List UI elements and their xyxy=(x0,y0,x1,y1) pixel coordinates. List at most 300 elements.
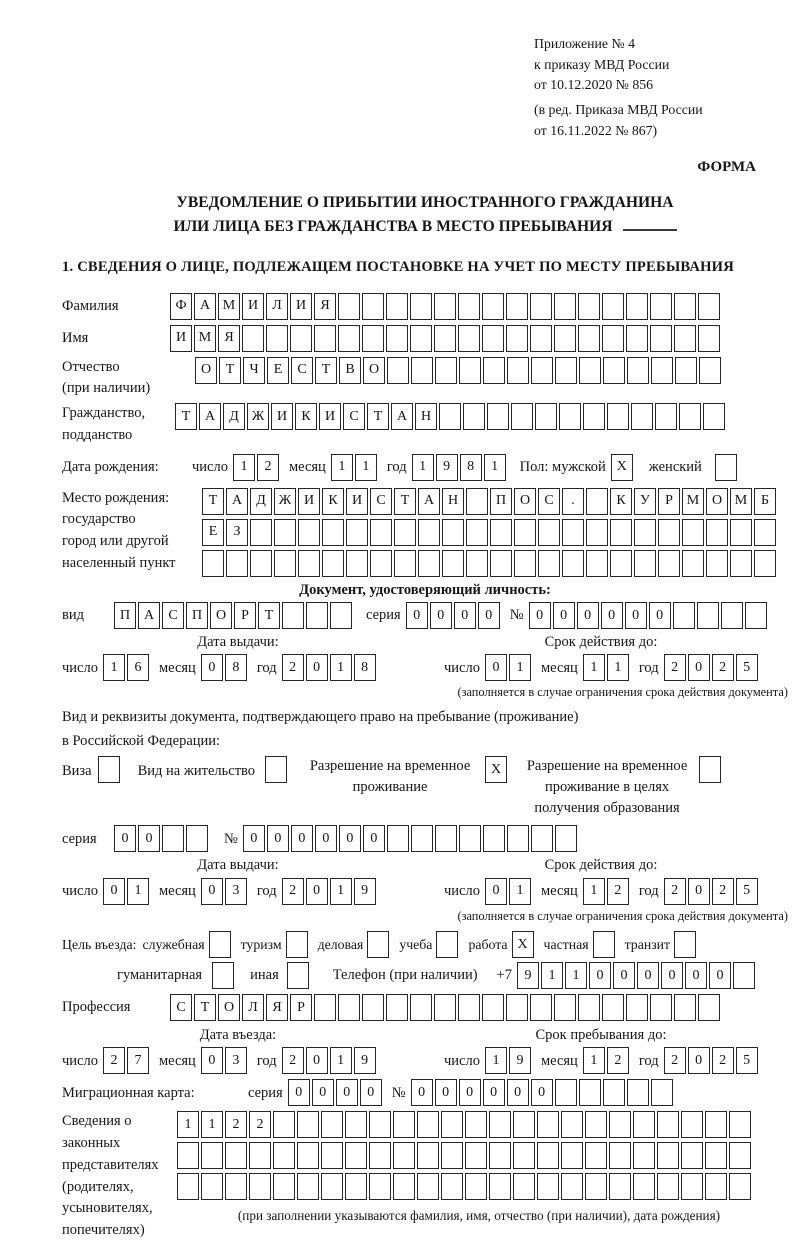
char-cell[interactable]: 1 xyxy=(607,654,629,681)
char-cell[interactable]: 0 xyxy=(138,825,160,852)
char-cell[interactable] xyxy=(370,519,392,546)
char-cell[interactable] xyxy=(442,519,464,546)
char-cell[interactable] xyxy=(675,357,697,384)
char-cell[interactable] xyxy=(657,1142,679,1169)
char-cell[interactable]: Б xyxy=(754,488,776,515)
char-cell[interactable] xyxy=(370,550,392,577)
char-cell[interactable] xyxy=(530,325,552,352)
char-cell[interactable]: 2 xyxy=(712,654,734,681)
char-cell[interactable]: 0 xyxy=(507,1079,529,1106)
char-cell[interactable]: 2 xyxy=(664,654,686,681)
char-cell[interactable] xyxy=(729,1142,751,1169)
char-cell[interactable]: Т xyxy=(315,357,337,384)
char-cell[interactable]: 0 xyxy=(459,1079,481,1106)
char-cell[interactable]: М xyxy=(682,488,704,515)
char-cell[interactable]: 0 xyxy=(661,962,683,989)
char-cell[interactable]: 0 xyxy=(485,654,507,681)
char-cell[interactable] xyxy=(273,1142,295,1169)
char-cell[interactable] xyxy=(538,550,560,577)
char-cell[interactable] xyxy=(681,1111,703,1138)
char-cell[interactable]: П xyxy=(114,602,136,629)
char-cell[interactable] xyxy=(682,519,704,546)
char-cell[interactable] xyxy=(681,1173,703,1200)
char-cell[interactable] xyxy=(585,1142,607,1169)
char-cell[interactable] xyxy=(338,994,360,1021)
char-cell[interactable]: Ж xyxy=(274,488,296,515)
char-cell[interactable]: 9 xyxy=(517,962,539,989)
residence-issue-year-cells[interactable] xyxy=(282,878,376,905)
birth-month-cells[interactable] xyxy=(331,454,377,481)
char-cell[interactable]: Р xyxy=(290,994,312,1021)
identity-issue-year-cells[interactable] xyxy=(282,654,376,681)
char-cell[interactable]: А xyxy=(418,488,440,515)
char-cell[interactable]: 0 xyxy=(454,602,476,629)
char-cell[interactable] xyxy=(393,1173,415,1200)
char-cell[interactable]: 5 xyxy=(736,654,758,681)
char-cell[interactable]: 1 xyxy=(485,1047,507,1074)
char-cell[interactable]: 3 xyxy=(225,878,247,905)
char-cell[interactable] xyxy=(554,325,576,352)
birth-day-cells[interactable] xyxy=(233,454,279,481)
char-cell[interactable]: И xyxy=(170,325,192,352)
char-cell[interactable] xyxy=(530,293,552,320)
char-cell[interactable] xyxy=(369,1173,391,1200)
char-cell[interactable]: 1 xyxy=(509,654,531,681)
char-cell[interactable] xyxy=(706,519,728,546)
char-cell[interactable]: С xyxy=(538,488,560,515)
char-cell[interactable] xyxy=(489,1142,511,1169)
char-cell[interactable] xyxy=(535,403,557,430)
char-cell[interactable] xyxy=(603,357,625,384)
char-cell[interactable]: 2 xyxy=(712,878,734,905)
gender-female-checkbox[interactable] xyxy=(715,454,737,481)
char-cell[interactable] xyxy=(699,756,721,783)
char-cell[interactable]: 0 xyxy=(435,1079,457,1106)
char-cell[interactable]: 0 xyxy=(201,878,223,905)
char-cell[interactable]: 3 xyxy=(225,1047,247,1074)
char-cell[interactable]: 2 xyxy=(607,1047,629,1074)
char-cell[interactable]: 5 xyxy=(736,1047,758,1074)
char-cell[interactable]: С xyxy=(170,994,192,1021)
residence-permit-checkbox[interactable] xyxy=(265,756,287,783)
char-cell[interactable]: 1 xyxy=(330,1047,352,1074)
char-cell[interactable]: 1 xyxy=(583,1047,605,1074)
char-cell[interactable]: С xyxy=(370,488,392,515)
identity-number-cells[interactable] xyxy=(529,602,767,629)
char-cell[interactable] xyxy=(212,962,234,989)
char-cell[interactable] xyxy=(463,403,485,430)
char-cell[interactable] xyxy=(186,825,208,852)
char-cell[interactable] xyxy=(177,1142,199,1169)
char-cell[interactable] xyxy=(394,550,416,577)
char-cell[interactable]: 0 xyxy=(485,878,507,905)
char-cell[interactable] xyxy=(162,825,184,852)
char-cell[interactable]: 2 xyxy=(282,654,304,681)
char-cell[interactable] xyxy=(369,1111,391,1138)
char-cell[interactable]: Л xyxy=(242,994,264,1021)
char-cell[interactable]: Т xyxy=(219,357,241,384)
char-cell[interactable]: 0 xyxy=(411,1079,433,1106)
char-cell[interactable]: А xyxy=(194,293,216,320)
char-cell[interactable] xyxy=(729,1173,751,1200)
char-cell[interactable] xyxy=(394,519,416,546)
char-cell[interactable]: В xyxy=(339,357,361,384)
char-cell[interactable]: 2 xyxy=(225,1111,247,1138)
char-cell[interactable] xyxy=(555,1079,577,1106)
char-cell[interactable] xyxy=(489,1111,511,1138)
char-cell[interactable] xyxy=(506,293,528,320)
char-cell[interactable]: 0 xyxy=(688,1047,710,1074)
char-cell[interactable] xyxy=(393,1111,415,1138)
char-cell[interactable] xyxy=(626,293,648,320)
char-cell[interactable] xyxy=(698,293,720,320)
residence-number-cells[interactable] xyxy=(243,825,577,852)
char-cell[interactable]: 0 xyxy=(529,602,551,629)
char-cell[interactable] xyxy=(650,325,672,352)
char-cell[interactable] xyxy=(435,825,457,852)
char-cell[interactable]: М xyxy=(194,325,216,352)
char-cell[interactable]: Е xyxy=(267,357,289,384)
char-cell[interactable]: К xyxy=(610,488,632,515)
char-cell[interactable] xyxy=(703,403,725,430)
char-cell[interactable]: 0 xyxy=(531,1079,553,1106)
char-cell[interactable]: 0 xyxy=(637,962,659,989)
char-cell[interactable]: Т xyxy=(367,403,389,430)
char-cell[interactable] xyxy=(466,488,488,515)
char-cell[interactable] xyxy=(561,1142,583,1169)
char-cell[interactable]: 9 xyxy=(354,1047,376,1074)
char-cell[interactable] xyxy=(458,325,480,352)
surname-cells[interactable] xyxy=(170,293,720,320)
char-cell[interactable]: Р xyxy=(234,602,256,629)
char-cell[interactable]: С xyxy=(291,357,313,384)
char-cell[interactable] xyxy=(674,931,696,958)
char-cell[interactable] xyxy=(282,602,304,629)
char-cell[interactable]: 0 xyxy=(315,825,337,852)
char-cell[interactable] xyxy=(674,325,696,352)
char-cell[interactable]: О xyxy=(363,357,385,384)
char-cell[interactable] xyxy=(559,403,581,430)
char-cell[interactable] xyxy=(729,1111,751,1138)
citizenship-cells[interactable] xyxy=(175,403,725,430)
char-cell[interactable] xyxy=(345,1142,367,1169)
char-cell[interactable]: 0 xyxy=(243,825,265,852)
char-cell[interactable] xyxy=(698,994,720,1021)
char-cell[interactable] xyxy=(225,1173,247,1200)
char-cell[interactable]: 0 xyxy=(306,878,328,905)
char-cell[interactable] xyxy=(754,550,776,577)
char-cell[interactable] xyxy=(715,454,737,481)
char-cell[interactable] xyxy=(511,403,533,430)
char-cell[interactable] xyxy=(482,325,504,352)
char-cell[interactable] xyxy=(610,550,632,577)
char-cell[interactable] xyxy=(338,325,360,352)
name-cells[interactable] xyxy=(170,325,720,352)
identity-valid-day-cells[interactable] xyxy=(485,654,531,681)
char-cell[interactable] xyxy=(411,357,433,384)
char-cell[interactable] xyxy=(733,962,755,989)
purpose-study-checkbox[interactable] xyxy=(436,931,458,958)
char-cell[interactable]: Ф xyxy=(170,293,192,320)
char-cell[interactable]: 9 xyxy=(354,878,376,905)
char-cell[interactable]: З xyxy=(226,519,248,546)
char-cell[interactable] xyxy=(287,962,309,989)
char-cell[interactable]: О xyxy=(210,602,232,629)
char-cell[interactable] xyxy=(514,550,536,577)
phone-cells[interactable] xyxy=(517,962,755,989)
char-cell[interactable] xyxy=(631,403,653,430)
char-cell[interactable] xyxy=(410,325,432,352)
char-cell[interactable]: 8 xyxy=(354,654,376,681)
char-cell[interactable]: С xyxy=(343,403,365,430)
char-cell[interactable]: 0 xyxy=(339,825,361,852)
char-cell[interactable] xyxy=(286,931,308,958)
char-cell[interactable] xyxy=(561,1173,583,1200)
char-cell[interactable]: 9 xyxy=(509,1047,531,1074)
char-cell[interactable] xyxy=(754,519,776,546)
char-cell[interactable]: Д xyxy=(223,403,245,430)
char-cell[interactable] xyxy=(418,550,440,577)
char-cell[interactable]: 1 xyxy=(127,878,149,905)
residence-valid-month-cells[interactable] xyxy=(583,878,629,905)
char-cell[interactable] xyxy=(578,994,600,1021)
char-cell[interactable] xyxy=(321,1173,343,1200)
char-cell[interactable] xyxy=(338,293,360,320)
char-cell[interactable] xyxy=(609,1173,631,1200)
char-cell[interactable]: О xyxy=(514,488,536,515)
char-cell[interactable] xyxy=(442,550,464,577)
char-cell[interactable]: 1 xyxy=(330,878,352,905)
char-cell[interactable]: 2 xyxy=(712,1047,734,1074)
identity-kind-cells[interactable] xyxy=(114,602,352,629)
char-cell[interactable]: 0 xyxy=(336,1079,358,1106)
char-cell[interactable] xyxy=(367,931,389,958)
char-cell[interactable] xyxy=(418,519,440,546)
stay-month-cells[interactable] xyxy=(583,1047,629,1074)
residence-issue-day-cells[interactable] xyxy=(103,878,149,905)
purpose-transit-checkbox[interactable] xyxy=(674,931,696,958)
char-cell[interactable]: 1 xyxy=(541,962,563,989)
char-cell[interactable] xyxy=(201,1173,223,1200)
identity-issue-day-cells[interactable] xyxy=(103,654,149,681)
temp-residence-education-checkbox[interactable] xyxy=(699,756,721,783)
char-cell[interactable] xyxy=(362,994,384,1021)
char-cell[interactable]: 0 xyxy=(483,1079,505,1106)
char-cell[interactable] xyxy=(530,994,552,1021)
char-cell[interactable] xyxy=(706,550,728,577)
char-cell[interactable]: 7 xyxy=(127,1047,149,1074)
char-cell[interactable] xyxy=(506,994,528,1021)
char-cell[interactable] xyxy=(554,293,576,320)
char-cell[interactable] xyxy=(209,931,231,958)
char-cell[interactable] xyxy=(585,1111,607,1138)
char-cell[interactable]: А xyxy=(138,602,160,629)
char-cell[interactable] xyxy=(730,550,752,577)
visa-checkbox[interactable] xyxy=(98,756,120,783)
char-cell[interactable] xyxy=(483,357,505,384)
char-cell[interactable] xyxy=(298,519,320,546)
char-cell[interactable]: 0 xyxy=(589,962,611,989)
char-cell[interactable] xyxy=(314,994,336,1021)
temp-residence-checkbox[interactable] xyxy=(485,756,507,783)
char-cell[interactable]: 0 xyxy=(306,1047,328,1074)
char-cell[interactable] xyxy=(98,756,120,783)
char-cell[interactable]: 1 xyxy=(565,962,587,989)
char-cell[interactable] xyxy=(410,293,432,320)
char-cell[interactable] xyxy=(482,994,504,1021)
char-cell[interactable] xyxy=(345,1111,367,1138)
residence-issue-month-cells[interactable] xyxy=(201,878,247,905)
char-cell[interactable]: Я xyxy=(266,994,288,1021)
char-cell[interactable] xyxy=(593,931,615,958)
char-cell[interactable]: 0 xyxy=(306,654,328,681)
char-cell[interactable] xyxy=(634,550,656,577)
representatives-row2-cells[interactable] xyxy=(177,1142,751,1169)
char-cell[interactable] xyxy=(633,1111,655,1138)
char-cell[interactable] xyxy=(250,550,272,577)
purpose-work-checkbox[interactable] xyxy=(512,931,534,958)
char-cell[interactable]: 0 xyxy=(201,654,223,681)
char-cell[interactable]: 1 xyxy=(355,454,377,481)
char-cell[interactable] xyxy=(658,519,680,546)
char-cell[interactable]: 9 xyxy=(436,454,458,481)
char-cell[interactable] xyxy=(651,357,673,384)
char-cell[interactable] xyxy=(298,550,320,577)
char-cell[interactable] xyxy=(386,293,408,320)
char-cell[interactable] xyxy=(386,994,408,1021)
char-cell[interactable] xyxy=(411,825,433,852)
char-cell[interactable] xyxy=(655,403,677,430)
identity-issue-month-cells[interactable] xyxy=(201,654,247,681)
char-cell[interactable]: 0 xyxy=(363,825,385,852)
char-cell[interactable]: Е xyxy=(202,519,224,546)
profession-cells[interactable] xyxy=(170,994,720,1021)
char-cell[interactable]: 0 xyxy=(553,602,575,629)
char-cell[interactable]: И xyxy=(346,488,368,515)
char-cell[interactable] xyxy=(441,1142,463,1169)
stay-day-cells[interactable] xyxy=(485,1047,531,1074)
char-cell[interactable] xyxy=(705,1142,727,1169)
residence-valid-year-cells[interactable] xyxy=(664,878,758,905)
char-cell[interactable] xyxy=(514,519,536,546)
char-cell[interactable] xyxy=(730,519,752,546)
char-cell[interactable]: 0 xyxy=(688,654,710,681)
char-cell[interactable] xyxy=(602,994,624,1021)
char-cell[interactable]: П xyxy=(490,488,512,515)
char-cell[interactable]: . xyxy=(562,488,584,515)
entry-month-cells[interactable] xyxy=(201,1047,247,1074)
char-cell[interactable] xyxy=(627,1079,649,1106)
char-cell[interactable]: 8 xyxy=(460,454,482,481)
char-cell[interactable] xyxy=(531,357,553,384)
identity-valid-year-cells[interactable] xyxy=(664,654,758,681)
char-cell[interactable] xyxy=(273,1173,295,1200)
char-cell[interactable]: 0 xyxy=(360,1079,382,1106)
char-cell[interactable] xyxy=(459,357,481,384)
char-cell[interactable] xyxy=(507,825,529,852)
char-cell[interactable] xyxy=(266,325,288,352)
char-cell[interactable]: И xyxy=(298,488,320,515)
char-cell[interactable]: Т xyxy=(175,403,197,430)
char-cell[interactable]: Н xyxy=(415,403,437,430)
representatives-row1-cells[interactable] xyxy=(177,1111,751,1138)
char-cell[interactable] xyxy=(274,550,296,577)
char-cell[interactable] xyxy=(466,550,488,577)
char-cell[interactable]: 2 xyxy=(664,1047,686,1074)
char-cell[interactable]: 0 xyxy=(201,1047,223,1074)
stay-year-cells[interactable] xyxy=(664,1047,758,1074)
char-cell[interactable]: 1 xyxy=(201,1111,223,1138)
char-cell[interactable]: X xyxy=(611,454,633,481)
char-cell[interactable]: 2 xyxy=(282,878,304,905)
char-cell[interactable]: 2 xyxy=(607,878,629,905)
char-cell[interactable]: М xyxy=(218,293,240,320)
char-cell[interactable] xyxy=(555,825,577,852)
char-cell[interactable]: 1 xyxy=(177,1111,199,1138)
char-cell[interactable]: X xyxy=(512,931,534,958)
char-cell[interactable]: 0 xyxy=(103,878,125,905)
char-cell[interactable] xyxy=(410,994,432,1021)
char-cell[interactable] xyxy=(330,602,352,629)
char-cell[interactable]: 1 xyxy=(484,454,506,481)
char-cell[interactable] xyxy=(441,1173,463,1200)
char-cell[interactable] xyxy=(177,1173,199,1200)
char-cell[interactable] xyxy=(609,1142,631,1169)
char-cell[interactable] xyxy=(609,1111,631,1138)
char-cell[interactable] xyxy=(650,293,672,320)
char-cell[interactable]: Р xyxy=(658,488,680,515)
char-cell[interactable] xyxy=(225,1142,247,1169)
char-cell[interactable]: 0 xyxy=(288,1079,310,1106)
char-cell[interactable]: М xyxy=(730,488,752,515)
char-cell[interactable] xyxy=(610,519,632,546)
char-cell[interactable] xyxy=(513,1173,535,1200)
char-cell[interactable]: А xyxy=(199,403,221,430)
char-cell[interactable]: П xyxy=(186,602,208,629)
purpose-official-checkbox[interactable] xyxy=(209,931,231,958)
char-cell[interactable] xyxy=(586,519,608,546)
char-cell[interactable]: Д xyxy=(250,488,272,515)
entry-year-cells[interactable] xyxy=(282,1047,376,1074)
char-cell[interactable]: Т xyxy=(258,602,280,629)
char-cell[interactable] xyxy=(434,293,456,320)
char-cell[interactable] xyxy=(586,488,608,515)
char-cell[interactable] xyxy=(674,994,696,1021)
residence-valid-day-cells[interactable] xyxy=(485,878,531,905)
birth-place-row3-cells[interactable] xyxy=(202,550,776,577)
char-cell[interactable] xyxy=(436,931,458,958)
char-cell[interactable] xyxy=(387,825,409,852)
patronymic-cells[interactable] xyxy=(195,357,721,384)
char-cell[interactable]: 0 xyxy=(267,825,289,852)
char-cell[interactable] xyxy=(297,1173,319,1200)
char-cell[interactable]: 2 xyxy=(103,1047,125,1074)
char-cell[interactable] xyxy=(578,325,600,352)
char-cell[interactable] xyxy=(297,1142,319,1169)
char-cell[interactable] xyxy=(489,1173,511,1200)
char-cell[interactable] xyxy=(314,325,336,352)
char-cell[interactable]: X xyxy=(485,756,507,783)
char-cell[interactable] xyxy=(249,1173,271,1200)
char-cell[interactable]: 0 xyxy=(312,1079,334,1106)
char-cell[interactable]: 1 xyxy=(412,454,434,481)
char-cell[interactable] xyxy=(490,550,512,577)
char-cell[interactable]: Т xyxy=(194,994,216,1021)
char-cell[interactable] xyxy=(466,519,488,546)
char-cell[interactable] xyxy=(721,602,743,629)
char-cell[interactable] xyxy=(603,1079,625,1106)
char-cell[interactable] xyxy=(705,1173,727,1200)
